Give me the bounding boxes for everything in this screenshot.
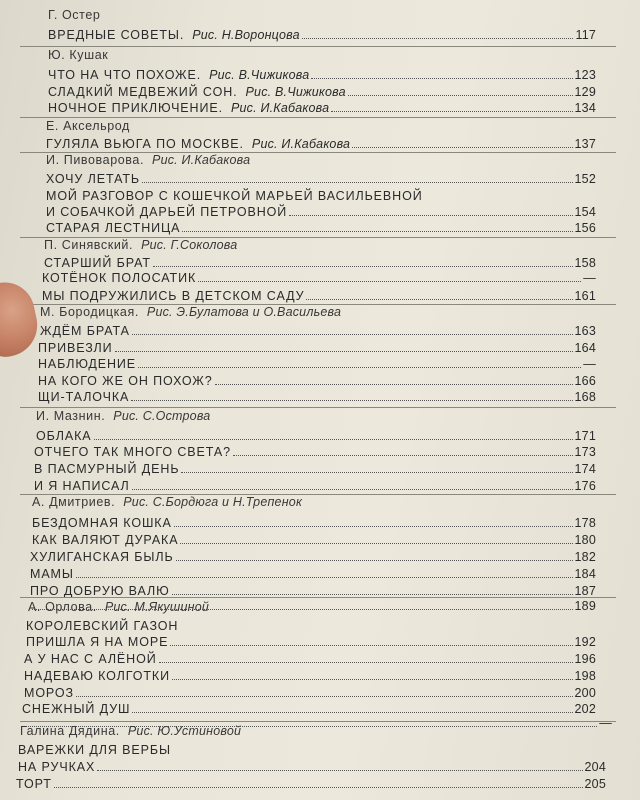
page-number: — (583, 271, 596, 285)
toc-entry (38, 386, 596, 404)
page-number: 182 (574, 550, 596, 564)
page-number: 200 (574, 686, 596, 700)
section-illustrator: Рис. М.Якушиной (104, 600, 209, 614)
entry-title: ОБЛАКА (36, 429, 92, 443)
author-name (40, 305, 341, 319)
toc-entry (18, 739, 596, 757)
page-number: 178 (574, 516, 596, 530)
page-number: 189 (574, 599, 596, 613)
page-number: — (599, 716, 612, 730)
section-illustrator: Рис. И.Кабакова (152, 153, 251, 167)
page-number: 174 (574, 462, 596, 476)
toc-entry (46, 168, 596, 186)
entry-title: МОЙ РАЗГОВОР С КОШЕЧКОЙ МАРЬЕЙ ВАСИЛЬЕВНОЙ (46, 189, 423, 203)
finger-photo-object (0, 277, 43, 361)
page-number: 180 (574, 533, 596, 547)
leader-dots (172, 679, 573, 680)
leader-dots (142, 182, 573, 183)
author-text: Е. Аксельрод (46, 119, 130, 133)
section-divider (20, 46, 616, 47)
page-number: 171 (574, 429, 596, 443)
section-divider (20, 597, 616, 598)
toc-entry (34, 475, 596, 493)
leader-dots (306, 299, 572, 300)
entry-title: КОРОЛЕВСКИЙ ГАЗОН (26, 619, 179, 633)
toc-entry (30, 546, 596, 564)
toc-entry (46, 133, 596, 151)
page-number: 205 (584, 777, 606, 791)
entry-title: СЛАДКИЙ МЕДВЕЖИЙ СОН. (48, 85, 238, 99)
leader-dots (132, 334, 573, 335)
leader-dots (132, 489, 573, 490)
page-number: 161 (574, 289, 596, 303)
leader-dots (97, 770, 582, 771)
page-number: 176 (574, 479, 596, 493)
entry-title: ПРО ДОБРУЮ ВАЛЮ (30, 584, 170, 598)
section-illustrator: Рис. С.Острова (113, 409, 211, 423)
author-name (36, 409, 210, 423)
entry-illustrator: Рис. Н.Воронцова (192, 28, 300, 42)
leader-dots (159, 662, 573, 663)
page-number: 192 (574, 635, 596, 649)
page-number: 198 (574, 669, 596, 683)
author-name (46, 153, 250, 167)
page-number: 152 (574, 172, 596, 186)
author-text: А. Дмитриев. (32, 495, 116, 509)
leader-dots (311, 78, 572, 79)
page-number: 134 (574, 101, 596, 115)
page-number: 196 (574, 652, 596, 666)
toc-entry (42, 267, 596, 285)
entry-title: ХУЛИГАНСКАЯ БЫЛЬ (30, 550, 174, 564)
section-illustrator: Рис. Ю.Устиновой (127, 724, 242, 738)
entry-title: НАДЕВАЮ КОЛГОТКИ (24, 669, 170, 683)
entry-title: МЫ ПОДРУЖИЛИСЬ В ДЕТСКОМ САДУ (42, 289, 305, 303)
author-name (20, 724, 241, 738)
entry-title: И Я НАПИСАЛ (34, 479, 130, 493)
entry-title: МОРОЗ (24, 686, 74, 700)
section-illustrator: Рис. Э.Булатова и О.Васильева (146, 305, 342, 319)
toc-entry (48, 64, 596, 82)
leader-dots (170, 645, 572, 646)
leader-dots (131, 400, 572, 401)
page-number: 129 (574, 85, 596, 99)
entry-title: ВАРЕЖКИ ДЛЯ ВЕРБЫ (18, 743, 171, 757)
entry-title: И СОБАЧКОЙ ДАРЬЕЙ ПЕТРОВНОЙ (46, 205, 288, 219)
toc-entry (34, 441, 596, 459)
entry-title: А У НАС С АЛЁНОЙ (24, 652, 157, 666)
entry-title: ПРИШЛА Я НА МОРЕ (26, 635, 169, 649)
leader-dots (181, 472, 572, 473)
page-number: 184 (574, 567, 596, 581)
toc-entry (40, 320, 596, 338)
leader-dots (54, 787, 583, 788)
toc-entry (32, 512, 596, 530)
toc-entry (48, 24, 596, 42)
page-number: 187 (574, 584, 596, 598)
entry-title: БЕЗДОМНАЯ КОШКА (32, 516, 172, 530)
author-text: И. Мазнин. (36, 409, 106, 423)
author-text: А. Орлова. (28, 600, 97, 614)
leader-dots (180, 543, 572, 544)
page-number: 158 (574, 256, 596, 270)
entry-title: НОЧНОЕ ПРИКЛЮЧЕНИЕ. (48, 101, 223, 115)
author-name (28, 600, 209, 614)
entry-title: ВРЕДНЫЕ СОВЕТЫ. (48, 28, 185, 42)
leader-dots (233, 455, 573, 456)
entry-illustrator: Рис. И.Кабакова (251, 137, 351, 151)
toc-entry (24, 648, 596, 666)
page-number: 202 (574, 702, 596, 716)
author-text: Г. Остер (48, 8, 101, 22)
author-text: И. Пивоварова. (46, 153, 145, 167)
author-text: Ю. Кушак (48, 48, 109, 62)
author-name (32, 495, 302, 509)
toc-entry (24, 665, 596, 683)
entry-title: ЩИ-ТАЛОЧКА (38, 390, 130, 404)
section-illustrator: Рис. Г.Соколова (141, 238, 238, 252)
leader-dots (76, 577, 573, 578)
entry-title: НАБЛЮДЕНИЕ (38, 357, 137, 371)
leader-dots (174, 526, 573, 527)
page-number: 123 (574, 68, 596, 82)
page-number: 163 (574, 324, 596, 338)
toc-entry (18, 756, 606, 774)
page-number: 164 (574, 341, 596, 355)
section-divider (20, 117, 616, 118)
entry-title: СНЕЖНЫЙ ДУШ (22, 702, 131, 716)
author-name (46, 119, 130, 133)
entry-title: ГУЛЯЛА ВЬЮГА ПО МОСКВЕ. (46, 137, 244, 151)
leader-dots (331, 111, 572, 112)
entry-title: НА РУЧКАХ (18, 760, 96, 774)
entry-title: СТАРШИЙ БРАТ (44, 256, 151, 270)
author-text: П. Синявский. (44, 238, 134, 252)
entry-title: КОТЁНОК ПОЛОСАТИК (42, 271, 197, 285)
toc-entry (38, 353, 596, 371)
entry-title: МАМЫ (30, 567, 74, 581)
page-number: 173 (574, 445, 596, 459)
entry-title: ОТЧЕГО ТАК МНОГО СВЕТА? (34, 445, 231, 459)
leader-dots (94, 439, 573, 440)
entry-title: ПРИВЕЗЛИ (38, 341, 113, 355)
leader-dots (115, 351, 573, 352)
page-number: 156 (574, 221, 596, 235)
entry-title: НА КОГО ЖЕ ОН ПОХОЖ? (38, 374, 213, 388)
author-name (48, 8, 100, 22)
leader-dots (352, 147, 572, 148)
toc-entry (26, 631, 596, 649)
author-text: Галина Дядина. (20, 724, 120, 738)
page-number: 168 (574, 390, 596, 404)
entry-title: В ПАСМУРНЫЙ ДЕНЬ (34, 462, 180, 476)
entry-illustrator: Рис. И.Кабакова (230, 101, 330, 115)
leader-dots (289, 215, 572, 216)
author-name (44, 238, 237, 252)
entry-title: ЖДЁМ БРАТА (40, 324, 130, 338)
entry-title: ЧТО НА ЧТО ПОХОЖЕ. (48, 68, 202, 82)
section-divider (20, 721, 616, 722)
page-number: — (583, 357, 596, 371)
entry-illustrator: Рис. В.Чижикова (209, 68, 310, 82)
toc-entry (32, 529, 596, 547)
toc-entry (48, 97, 596, 115)
toc-entry (30, 563, 596, 581)
section-illustrator: Рис. С.Бордюга и Н.Трепенок (123, 495, 303, 509)
leader-dots (76, 696, 573, 697)
entry-title: КАК ВАЛЯЮТ ДУРАКА (32, 533, 179, 547)
leader-dots (176, 560, 573, 561)
page-number: 204 (584, 760, 606, 774)
leader-dots (138, 367, 581, 368)
toc-entry (34, 458, 596, 476)
entry-illustrator: Рис. В.Чижикова (245, 85, 346, 99)
page-number: 166 (574, 374, 596, 388)
entry-title: СТАРАЯ ЛЕСТНИЦА (46, 221, 181, 235)
leader-dots (198, 281, 581, 282)
toc-entry (42, 285, 596, 303)
page-number: 137 (574, 137, 596, 151)
page-number: 117 (575, 28, 596, 42)
leader-dots (348, 95, 573, 96)
leader-dots (215, 384, 573, 385)
author-text: М. Бородицкая. (40, 305, 139, 319)
toc-entry (16, 773, 606, 791)
section-divider (20, 407, 616, 408)
entry-title: ХОЧУ ЛЕТАТЬ (46, 172, 140, 186)
toc-entry (46, 217, 596, 235)
leader-dots (302, 38, 574, 39)
entry-title: ТОРТ (16, 777, 52, 791)
leader-dots (182, 231, 572, 232)
page-number: 154 (574, 205, 596, 219)
author-name (48, 48, 108, 62)
